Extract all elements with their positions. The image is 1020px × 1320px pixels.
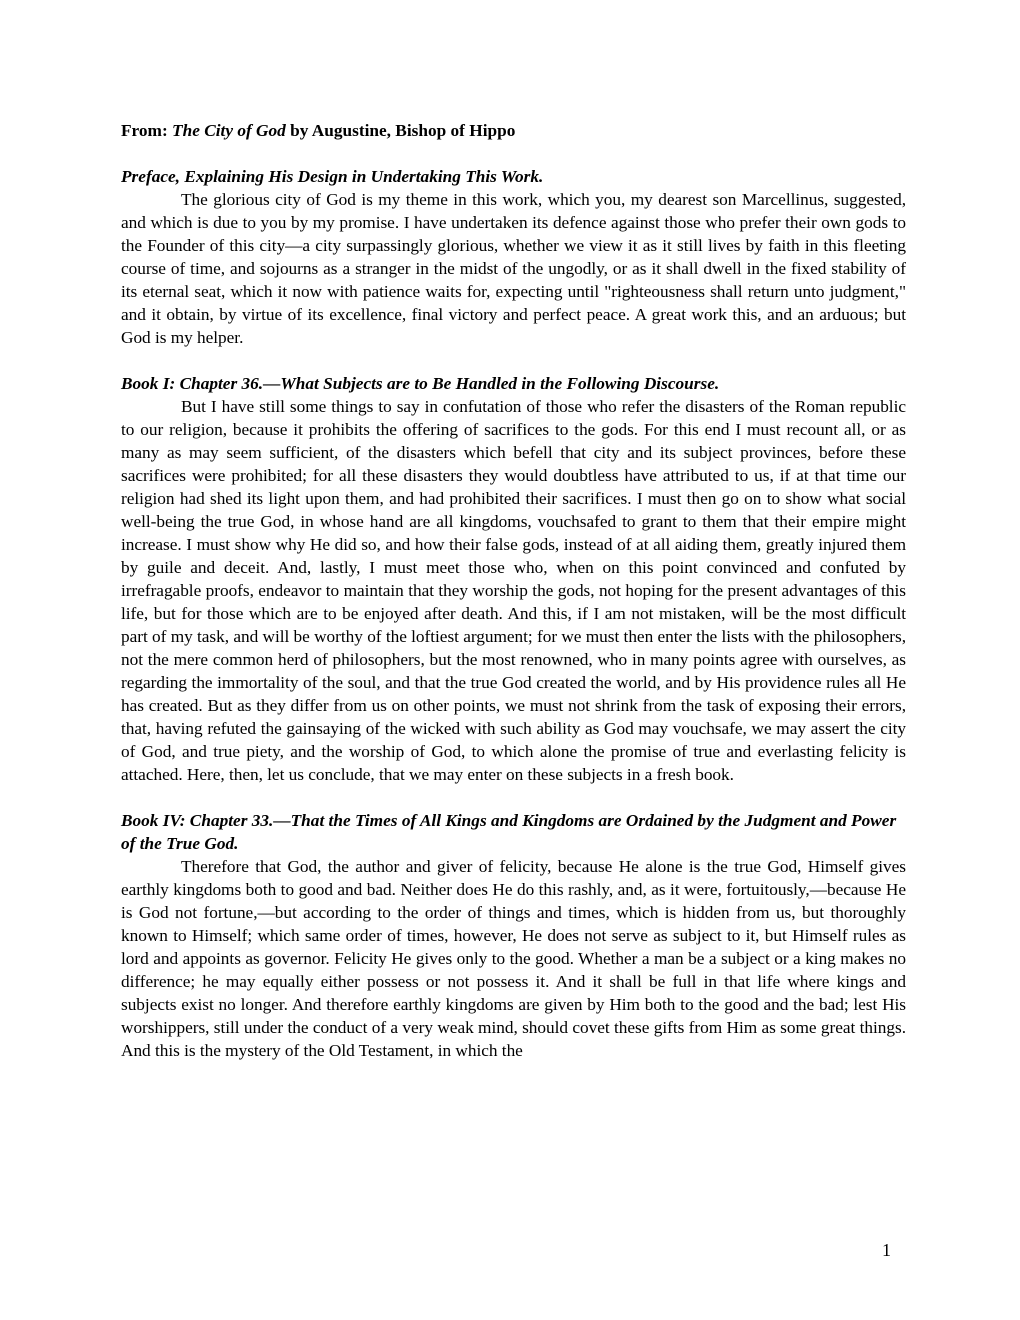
section-heading-preface: Preface, Explaining His Design in Undertaking This Work. [121,167,544,186]
document-body [121,119,906,1062]
book-title: The City of God [172,121,286,140]
section-body-preface: The glorious city of God is my theme in this work, which you, my dearest son Marcellinus, suggested, and which is due to you by my promise. I have undertaken its defence against those who prefer their own gods to the Founder of this city—a city surpassingly glorious, whether we view it as it still lives by faith in this fleeting course of time, and sojourns as a stranger in the midst of the ungodly, or as it shall dwell in the fixed stability of its eternal seat, which it now with patience waits for, expecting until "righteousness shall return unto judgment," and it obtain, by virtue of its excellence, final victory and perfect peace. A great work this, and an arduous; but God is my helper. [121,190,906,347]
from-label: From: [121,121,168,140]
section-body-book4-ch33: Therefore that God, the author and giver of felicity, because He alone is the true God, Himself gives earthly kingdoms both to good and bad. Neither does He do this rashly, and, as it were, fortuitously,—because He is God not fortune,—but according to the order of things and times, which is hidden from us, but thoroughly known to Himself; which same order of times, however, He does not serve as subject to it, but Himself rules as lord and appoints as governor. Felicity He gives only to the good. Whether a man be a subject or a king makes no difference; he may equally either possess or not possess it. And it shall be full in that life where kings and subjects exist no longer. And therefore earthly kingdoms are given by Him both to the good and the bad; lest His worshippers, still under the conduct of a very weak mind, should covet these gifts from Him as some great things. And this is the mystery of the Old Testament, in which the [121,857,906,1060]
page-number: 1 [882,1240,891,1260]
section-heading-book4-ch33: Book IV: Chapter 33.—That the Times of All Kings and Kingdoms are Ordained by the Judgment and Power of the True God. [121,811,897,853]
section-body-book1-ch36: But I have still some things to say in confutation of those who refer the disasters of the Roman republic to our religion, because it prohibits the offering of sacrifices to the gods. For this end I must recount all, or as many as may seem sufficient, of the disasters which befell that city and its subject provinces, before these sacrifices were prohibited; for all these disasters they would doubtless have attributed to us, if at that time our religion had shed its light upon them, and had prohibited their sacrifices. I must then go on to show what social well-being the true God, in whose hand are all kingdoms, vouchsafed to grant to them that their empire might increase. I must show why He did so, and how their false gods, instead of at all aiding them, greatly injured them by guile and deceit. And, lastly, I must meet those who, when on this point convinced and confuted by irrefragable proofs, endeavor to maintain that they worship the gods, not hoping for the present advantages of this life, but for those which are to be enjoyed after death. And this, if I am not mistaken, will be the most difficult part of my task, and will be worthy of the loftiest argument; for we must then enter the lists with the philosophers, not the mere common herd of philosophers, but the most renowned, who in many points agree with ourselves, as regarding the immortality of the soul, and that the true God created the world, and by His providence rules all He has created. But as they differ from us on other points, we must not shrink from the task of exposing their errors, that, having refuted the gainsaying of the wicked with such ability as God may vouchsafe, we may assert the city of God, and true piety, and the worship of God, to which alone the promise of true and everlasting felicity is attached. Here, then, let us conclude, that we may enter on these subjects in a fresh book. [121,397,906,784]
source-title [121,119,906,142]
section-heading-book1-ch36: Book I: Chapter 36.—What Subjects are to Be Handled in the Following Discourse. [121,374,720,393]
author-line: by Augustine, Bishop of Hippo [290,121,516,140]
